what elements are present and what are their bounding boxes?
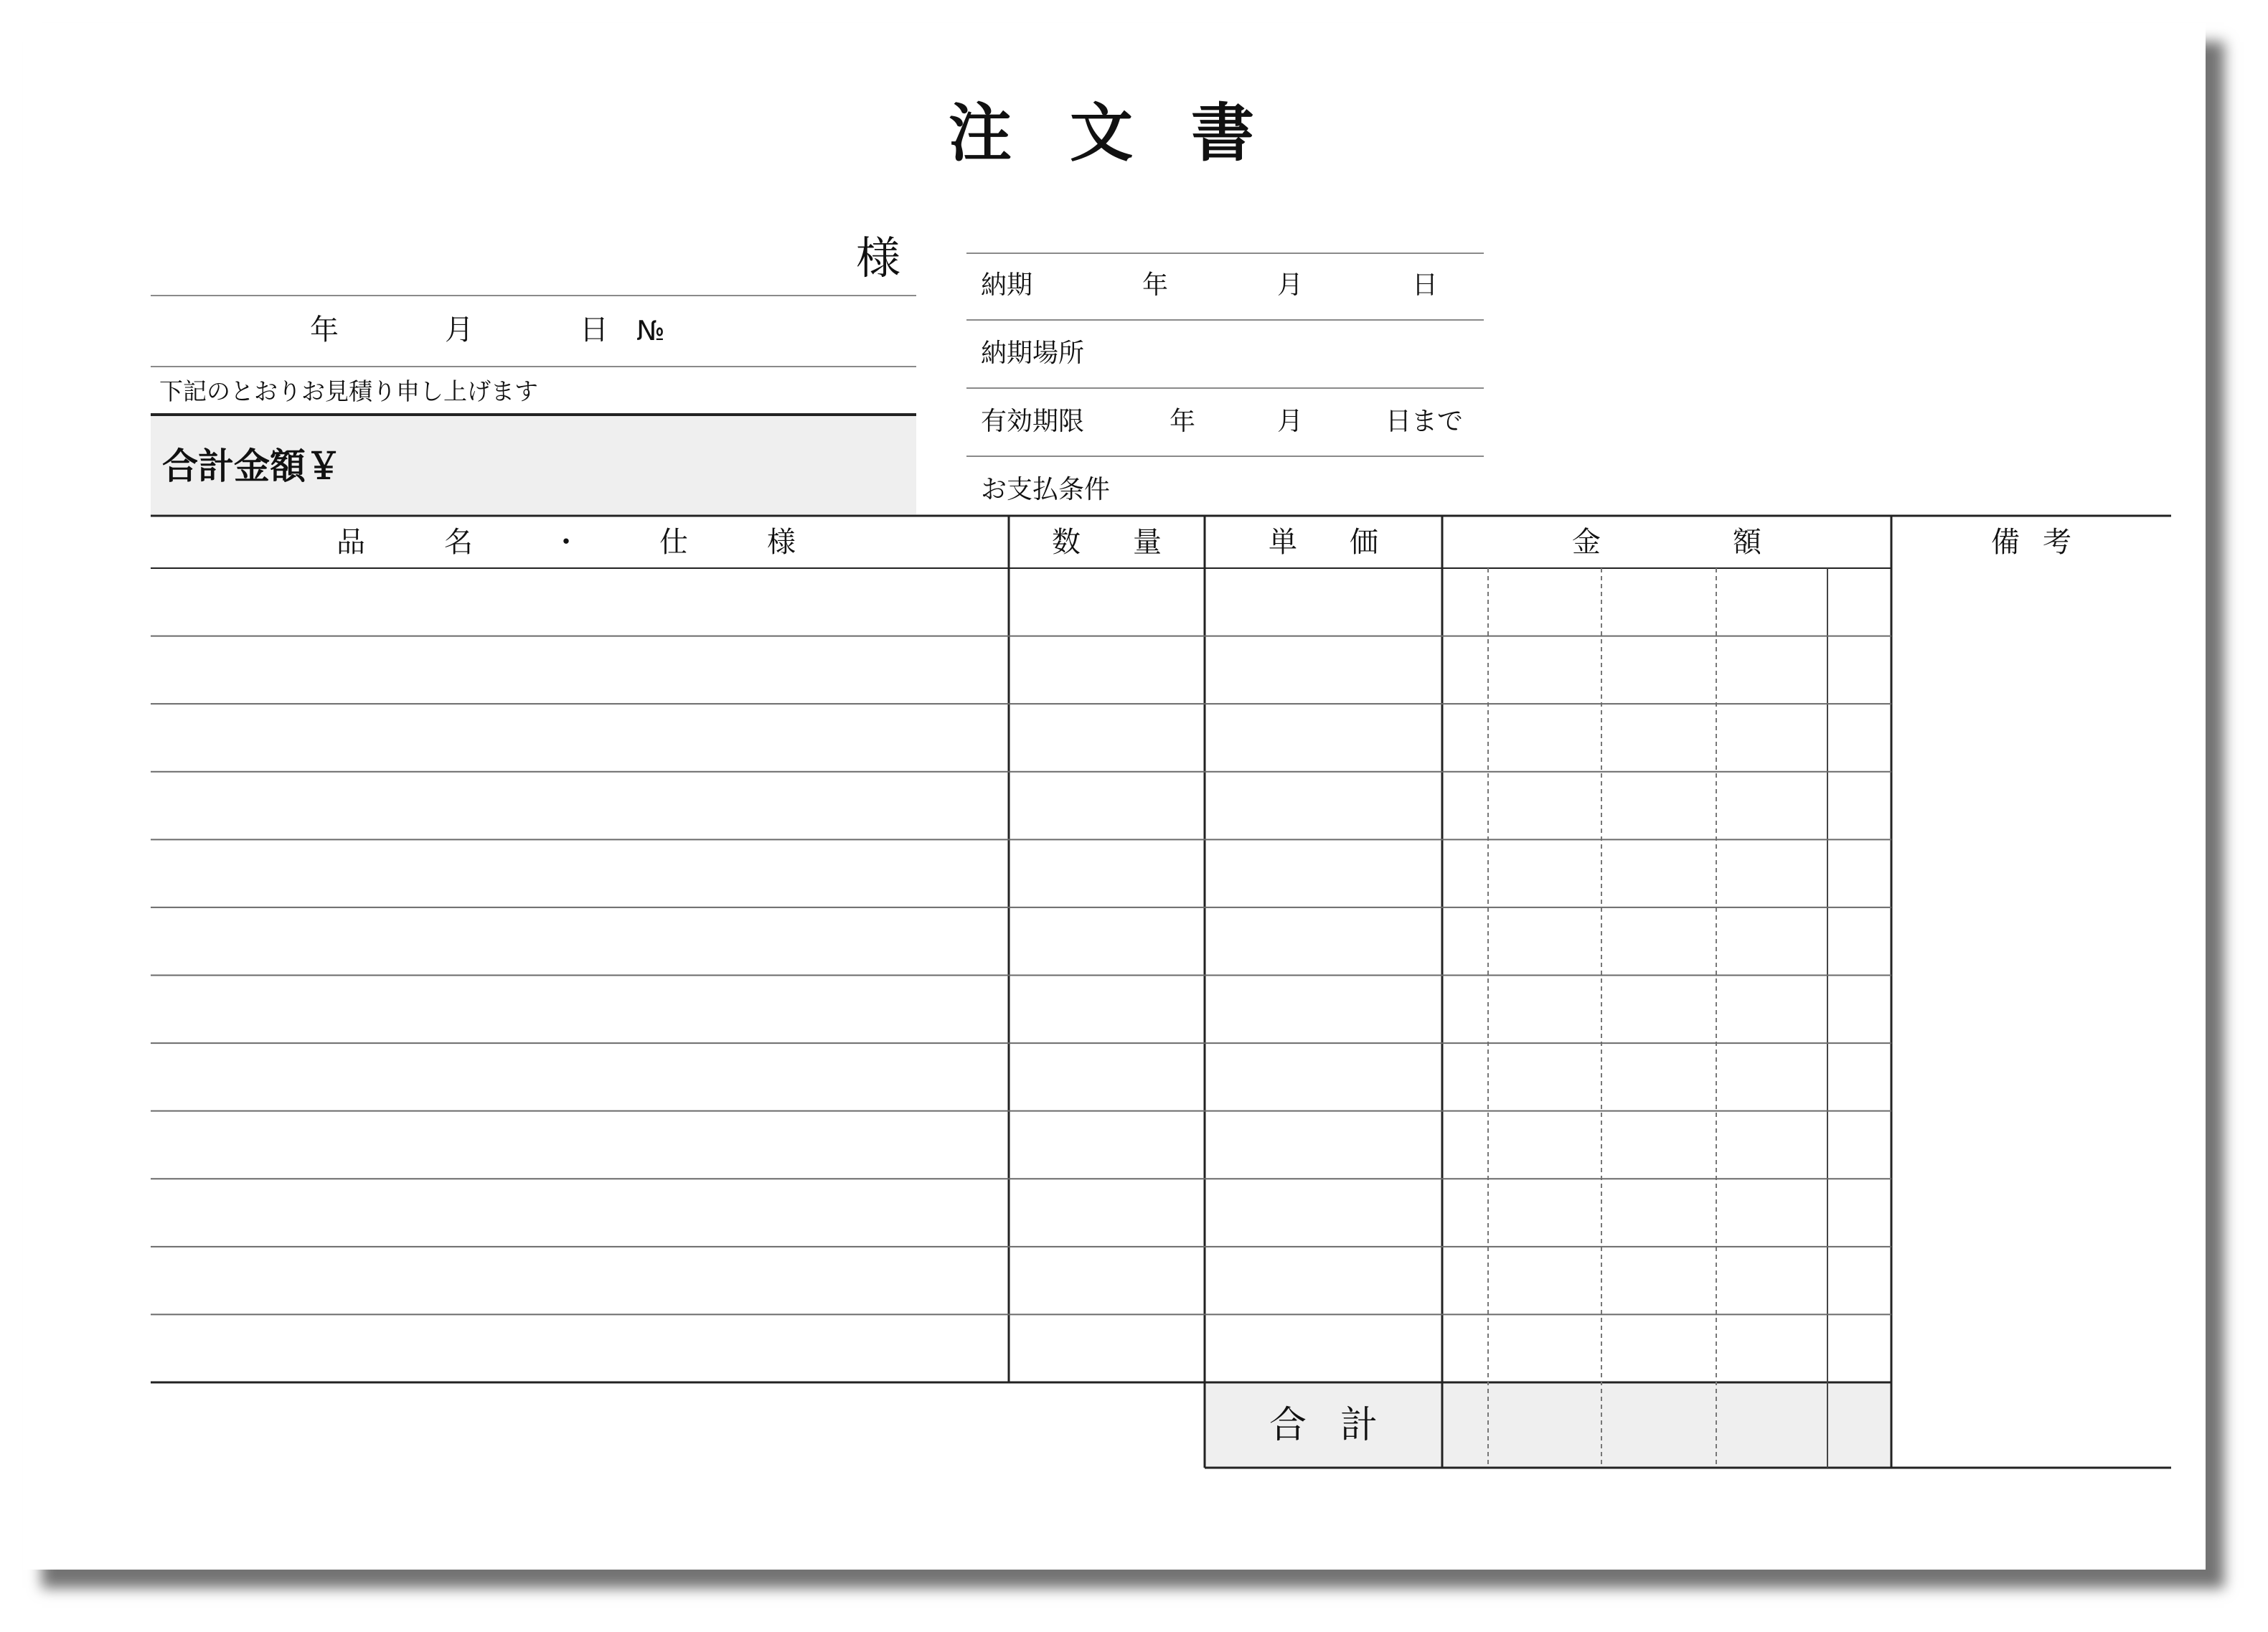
qty-cell	[1009, 772, 1205, 840]
amount-cell	[1442, 1179, 1891, 1247]
validity-year-label: 年	[1170, 407, 1196, 436]
table-row	[151, 1247, 1891, 1315]
amount-cell	[1442, 1111, 1891, 1179]
item-cell	[151, 976, 1009, 1044]
qty-cell	[1009, 1314, 1205, 1382]
unit-price-cell	[1205, 772, 1442, 840]
column-header-label: 金額	[1572, 525, 1893, 559]
total-label: 合計	[1269, 1403, 1411, 1447]
due-day-label: 日	[1412, 270, 1439, 300]
table-body	[151, 0, 1891, 1632]
unit-price-cell	[1205, 839, 1442, 907]
qty-cell	[1009, 636, 1205, 704]
table-row	[151, 907, 1891, 976]
table-row	[151, 1043, 1891, 1111]
item-cell	[151, 636, 1009, 704]
item-cell	[151, 907, 1009, 976]
unit-price-cell	[1205, 1111, 1442, 1179]
item-cell	[151, 568, 1009, 636]
amount-cell	[1442, 839, 1891, 907]
amount-cell	[1442, 907, 1891, 976]
due-date-label: 納期	[981, 270, 1033, 300]
amount-cell	[1442, 636, 1891, 704]
validity-until-label: 日まで	[1385, 407, 1464, 436]
column-header-remarks	[1891, 516, 2171, 568]
qty-cell	[1009, 1043, 1205, 1111]
qty-cell	[1009, 839, 1205, 907]
unit-price-cell	[1205, 976, 1442, 1044]
table-row	[151, 1179, 1891, 1247]
column-header-label: 備考	[1991, 525, 2094, 559]
amount-cell	[1442, 1314, 1891, 1382]
item-cell	[151, 1179, 1009, 1247]
table-row	[151, 704, 1891, 772]
intro-text: 下記のとおりお見積り申し上げます	[159, 377, 538, 405]
issue-year-label: 年	[310, 313, 339, 346]
column-header-label: 品名・仕様	[337, 525, 875, 559]
qty-cell	[1009, 907, 1205, 976]
qty-cell	[1009, 568, 1205, 636]
remarks-area	[1891, 568, 2171, 1468]
validity-label: 有効期限	[981, 407, 1085, 436]
table-row	[151, 839, 1891, 907]
document-title: 注文書	[948, 96, 1312, 170]
payment-terms-label: お支払条件	[981, 475, 1111, 504]
item-cell	[151, 772, 1009, 840]
amount-cell	[1442, 772, 1891, 840]
table-row	[151, 772, 1891, 840]
table-row	[151, 568, 1891, 636]
unit-price-cell	[1205, 704, 1442, 772]
unit-price-cell	[1205, 636, 1442, 704]
unit-price-cell	[1205, 1043, 1442, 1111]
unit-price-cell	[1205, 907, 1442, 976]
qty-cell	[1009, 976, 1205, 1044]
amount-cell	[1442, 704, 1891, 772]
item-cell	[151, 839, 1009, 907]
due-year-label: 年	[1142, 270, 1169, 300]
amount-cell	[1442, 1247, 1891, 1315]
table-row	[151, 1314, 1891, 1382]
amount-cell	[1442, 568, 1891, 636]
unit-price-cell	[1205, 1314, 1442, 1382]
issue-month-label: 月	[445, 313, 474, 346]
amount-cell	[1442, 1043, 1891, 1111]
column-header-label: 数量	[1052, 525, 1214, 559]
item-cell	[151, 704, 1009, 772]
table-row	[151, 976, 1891, 1044]
item-cell	[151, 1043, 1009, 1111]
column-header-label: 単価	[1269, 525, 1431, 559]
recipient-honorific: 様	[856, 232, 901, 284]
total-row-label	[1205, 1382, 1442, 1468]
issue-day-label: 日	[580, 313, 608, 346]
item-cell	[151, 1314, 1009, 1382]
item-cell	[151, 1247, 1009, 1315]
delivery-place-label: 納期場所	[981, 339, 1085, 368]
qty-cell	[1009, 1247, 1205, 1315]
qty-cell	[1009, 1111, 1205, 1179]
qty-cell	[1009, 704, 1205, 772]
item-cell	[151, 1111, 1009, 1179]
validity-month-label: 月	[1277, 407, 1304, 436]
document-number-label: №	[636, 315, 665, 346]
unit-price-cell	[1205, 1247, 1442, 1315]
unit-price-cell	[1205, 568, 1442, 636]
due-month-label: 月	[1277, 270, 1304, 300]
table-row	[151, 1111, 1891, 1179]
amount-cell	[1442, 976, 1891, 1044]
total-amount-label: 合計金額￥	[162, 445, 342, 487]
table-row	[151, 636, 1891, 704]
qty-cell	[1009, 1179, 1205, 1247]
unit-price-cell	[1205, 1179, 1442, 1247]
